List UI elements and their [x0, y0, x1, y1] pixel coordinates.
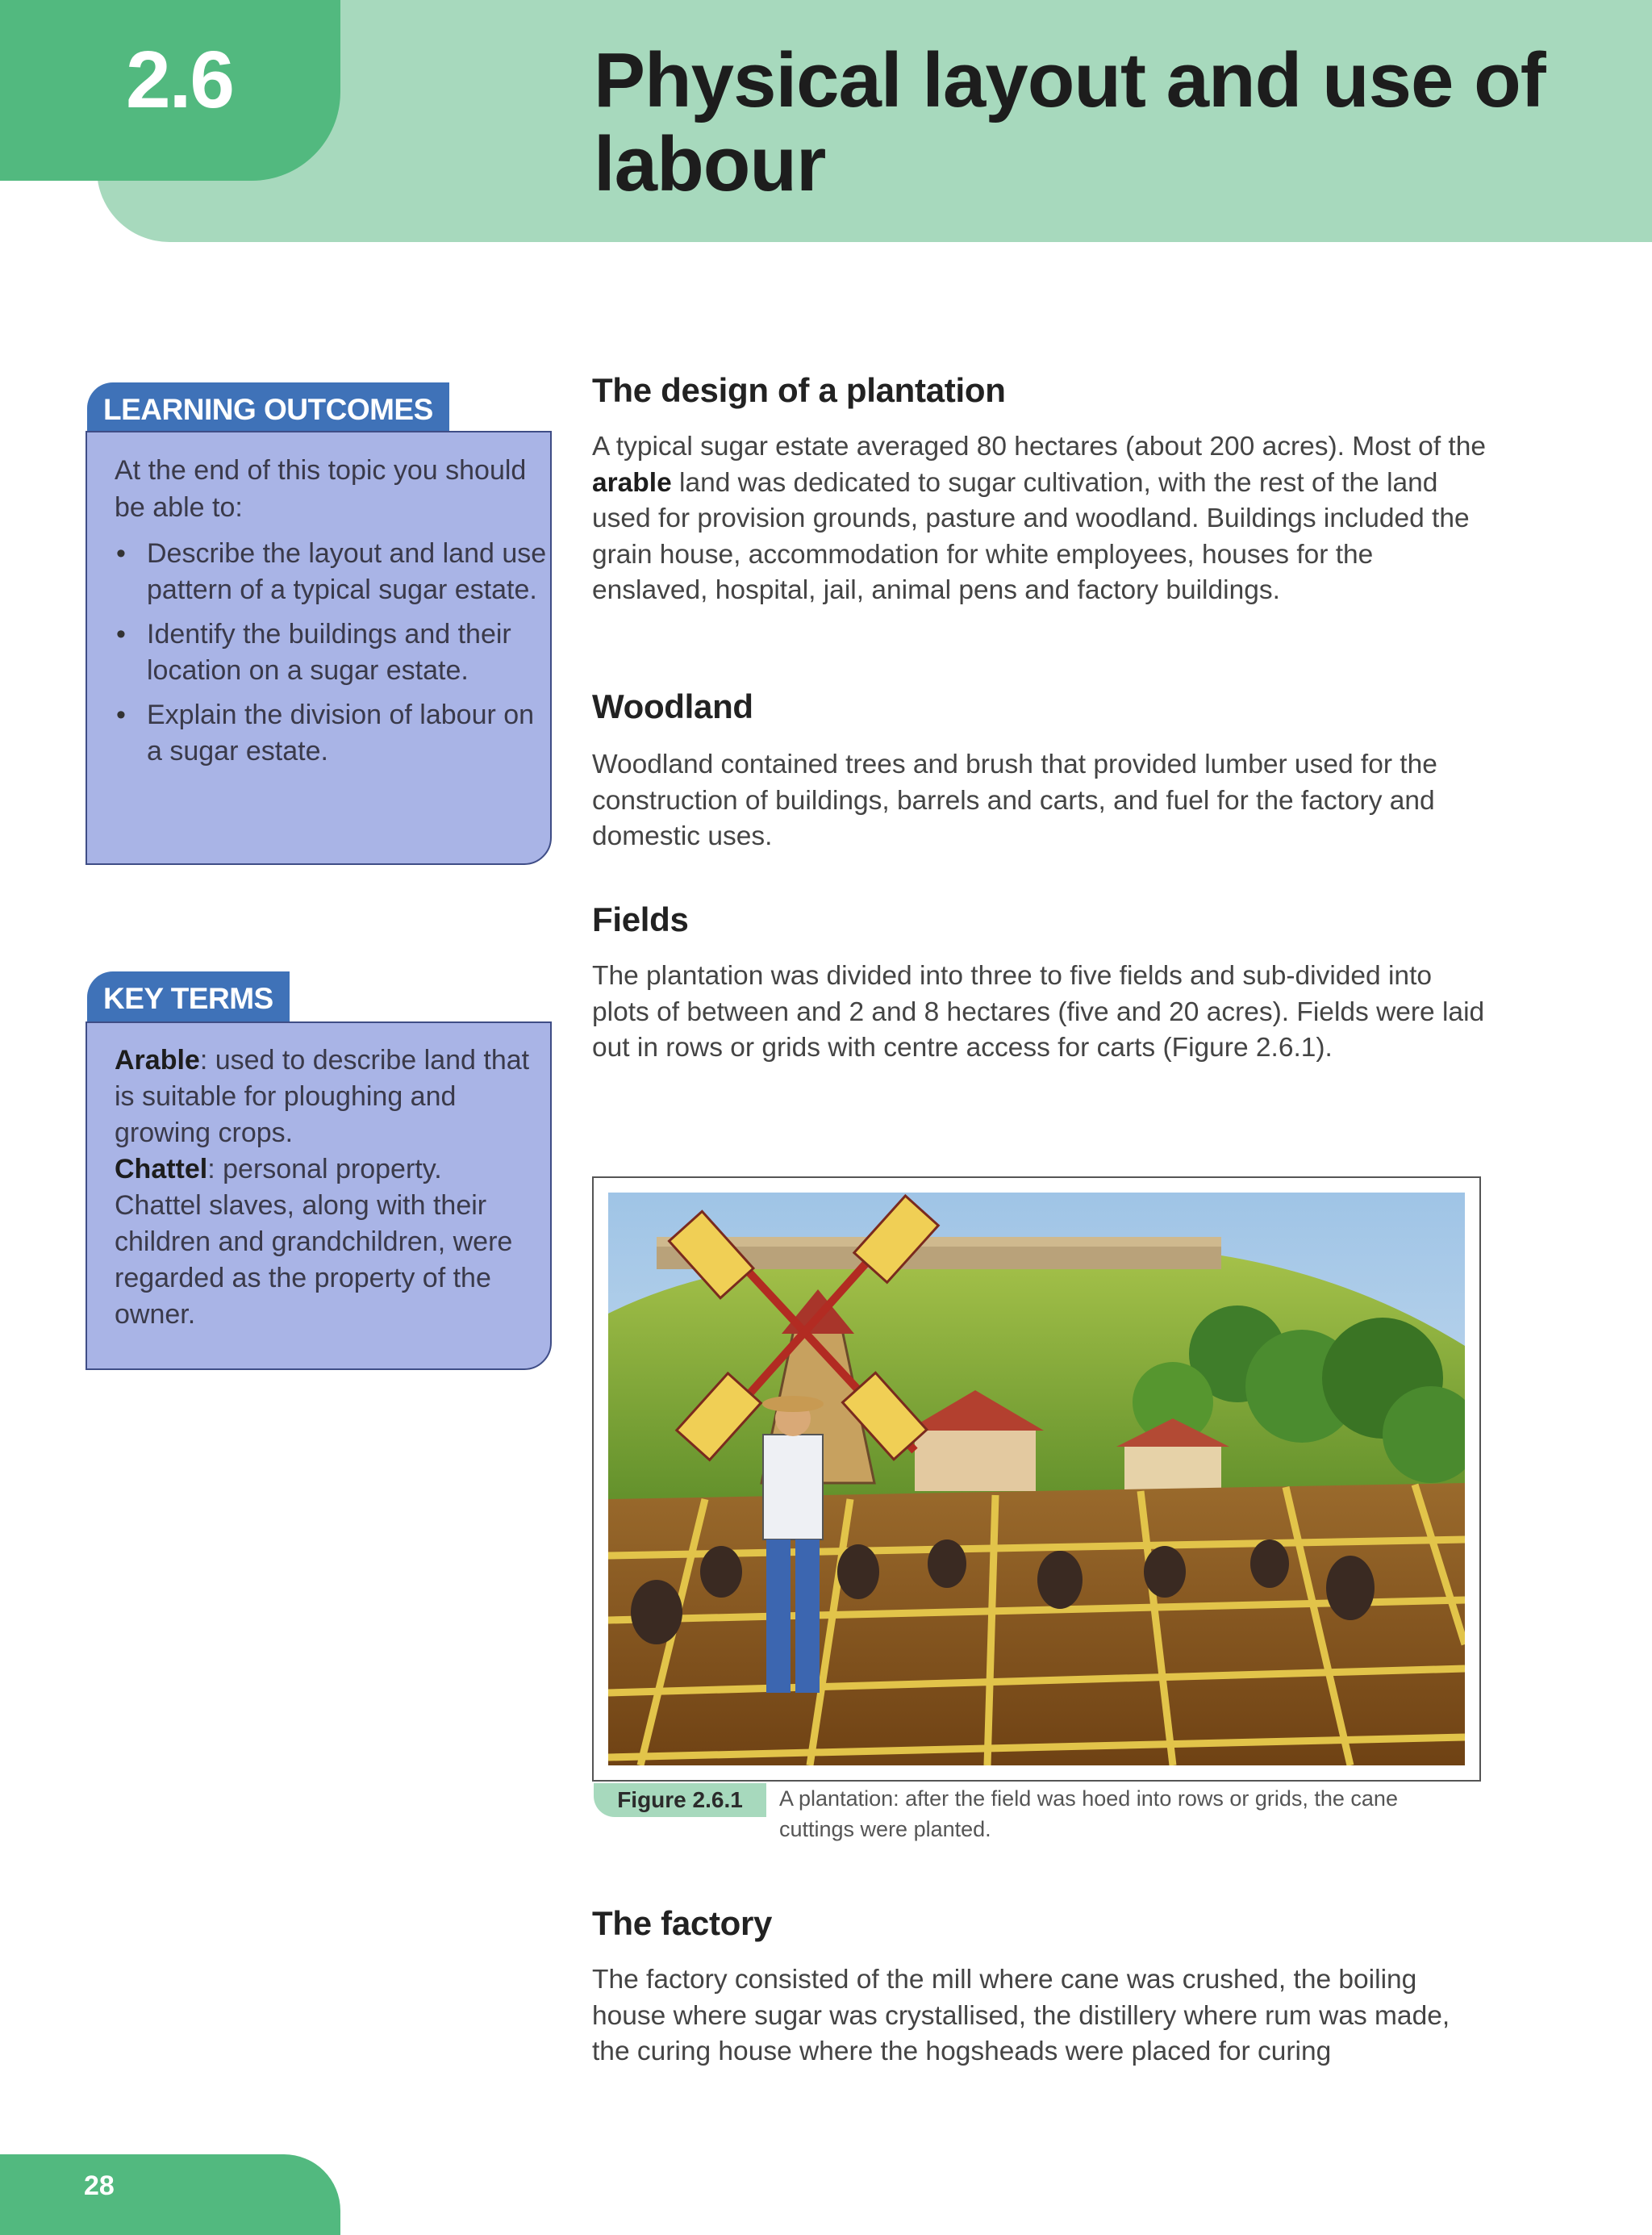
heading-the-factory: The factory [592, 1904, 773, 1942]
paragraph-design-of-plantation [592, 429, 1487, 609]
paragraph-the-factory: The factory consisted of the mill where cane was crushed, the boiling house where sugar was crystallised, the distillery where rum was made, the curing house where the hogsheads were placed for curing [592, 1965, 1450, 2066]
learning-outcomes-list [115, 536, 550, 778]
figure-frame [592, 1176, 1481, 1782]
key-term-definition: : personal property. Chattel slaves, along with their children and grandchildren, were regarded as the property of the owner. [115, 1154, 513, 1330]
key-term-definition: : used to describe land that is suitable for ploughing and growing crops. [115, 1045, 530, 1148]
section-number: 2.6 [126, 35, 234, 125]
learning-outcomes-tab: LEARNING OUTCOMES [87, 382, 449, 434]
heading-woodland: Woodland [592, 687, 753, 725]
paragraph-woodland: Woodland contained trees and brush that provided lumber used for the construction of buildings, barrels and carts, and fuel for the factory and domestic uses. [592, 750, 1437, 851]
page-number: 28 [84, 2170, 115, 2201]
key-term-word: Arable [115, 1045, 200, 1076]
key-term-word: Chattel [115, 1154, 208, 1184]
heading-fields: Fields [592, 900, 689, 938]
key-terms-box [86, 1021, 552, 1370]
learning-outcomes-intro: At the end of this topic you should be able to: [115, 455, 527, 523]
figure-caption: A plantation: after the field was hoed into rows or grids, the cane cuttings were planted. [779, 1786, 1398, 1841]
learning-outcome-item: • Explain the division of labour on a sugar estate. [115, 697, 550, 770]
key-term-arable [115, 1042, 534, 1151]
figure-label: Figure 2.6.1 [594, 1783, 766, 1817]
key-terms-tab: KEY TERMS [87, 971, 290, 1023]
paragraph-text: land was dedicated to sugar cultivation, with the rest of the land used for provision grounds, pasture and woodland. Buildings included the grain house, accommodation for white employees, houses for the enslaved, hospital, jail, animal pens and factory buildings. [592, 467, 1470, 605]
key-term-chattel [115, 1151, 534, 1333]
learning-outcome-item: • Describe the layout and land use pattern of a typical sugar estate. [115, 536, 550, 608]
heading-design-of-plantation: The design of a plantation [592, 371, 1006, 409]
plantation-illustration [608, 1193, 1465, 1765]
page-title: Physical layout and use of labour [594, 37, 1546, 207]
paragraph-text: A typical sugar estate averaged 80 hectares (about 200 acres). Most of the [592, 432, 1487, 462]
paragraph-fields: The plantation was divided into three to five fields and sub-divided into plots of between and 2 and 8 hectares (five and 20 acres). Fields were laid out in rows or grids with centre access for carts (Figure 2.6.1). [592, 961, 1485, 1063]
footer-tab [0, 2154, 340, 2235]
learning-outcomes-box [86, 431, 552, 865]
learning-outcome-item: • Identify the buildings and their location on a sugar estate. [115, 616, 550, 689]
bold-term-arable: arable [592, 467, 672, 498]
key-terms-content [115, 1042, 534, 1333]
